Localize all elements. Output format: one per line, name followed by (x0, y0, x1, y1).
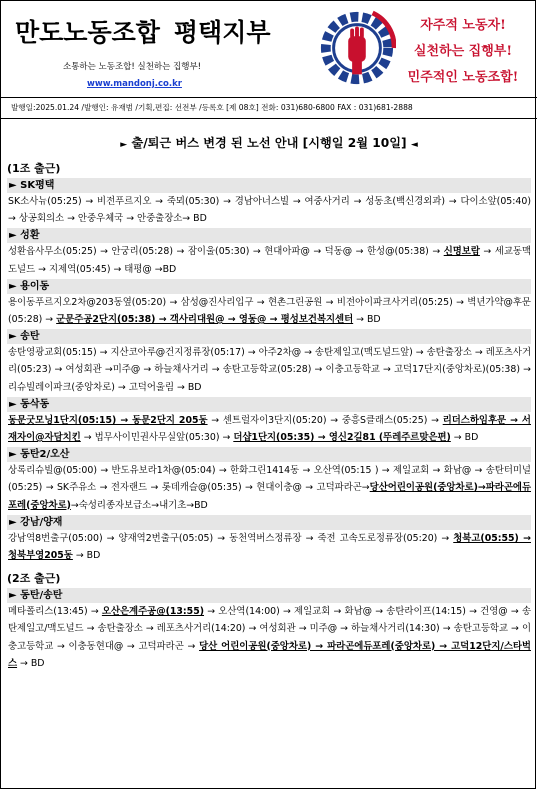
route-text: 상록리슈빌@(05:00) → 반도유보라1차@(05:04) → 한화그린1414동 → 오산역(05:15 ) → 제일교회 → 화남@ → 송탄터미널(05:25) → SK주유소 → 전자랜드 → 롯데캐슬@(05:35) → 현대이충@ → 고덕파라곤→ (8, 465, 531, 494)
triangle-icon: ► (9, 280, 21, 292)
route-header-dongtan-osan (7, 447, 531, 462)
triangle-icon: ► (9, 590, 21, 602)
route-header-dongtan-songtan (7, 588, 531, 603)
slogan-3: 민주적인 노동조합! (407, 70, 519, 85)
notice-title-text: 출/퇴근 버스 변경 된 노선 안내 [시행일 2월 10일] (131, 136, 407, 150)
main-content (7, 121, 531, 672)
route-text: → BD (17, 657, 45, 669)
route-text: 용이동푸르지오2차@203동옆(05:20) → 삼성@진사리입구 → 현촌그린공원 → 비전아이파크사거리(05:25) → 벽년가약@후문(05:28) → (8, 296, 531, 326)
triangle-icon: ► (9, 180, 21, 191)
route-name: 송탄 (20, 331, 40, 343)
slogan-2: 실천하는 집행부! (413, 44, 513, 59)
slogans-right (393, 13, 533, 91)
route-header-seonghwan (7, 228, 531, 243)
route-body-seonghwan (7, 243, 531, 277)
route-text: → 오산역(14:00) → 제일교회 → 화남@ → 송탄라이프(14:15) → 건영@ → 송탄제일고/맥도널드 → 송탄출장소 → 레포츠사거리(14:20) → 여성회관 → 미주@ → 하늘채사거리(14:30) → 송탄고등학교 → 이충고등학교 → 이충동현대@ → 고덕파라곤 → (8, 606, 531, 652)
shift2-label: (2조 출근) (7, 572, 61, 586)
route-text: → BD (72, 550, 101, 562)
triangle-icon: ► (9, 230, 21, 242)
route-text-changed: 리더스하임후문 → 서재자이@자담치킨 (8, 414, 531, 444)
route-text: 강남역8번출구(05:00) → 양재역2번출구(05:05) → 동천역버스정류장 → 죽전 고속도로정류장(05:20) → (8, 532, 454, 544)
right-triangle-icon: ► (120, 140, 128, 150)
route-text: → 세교동맥도널드 → 지제역(05:45) → 태평@ →BD (8, 246, 531, 275)
route-body-dongtan-songtan (7, 603, 531, 672)
route-header-sk (7, 178, 531, 193)
route-body-gangnam (7, 530, 531, 564)
publication-info-bar: 발행일:2025.01.24 /발행인: 유재범 /기획,편집: 선전부 /등록호 [제 08호] 전화: 031)680-6800 FAX : 031)681-2888 (1, 97, 537, 119)
route-text-changed: 당산 어린이공원(중앙차로) → 파라곤에듀포레(중앙차로) → 고덕12단지/스타벅스 (8, 640, 531, 669)
header (1, 1, 535, 112)
notice-title (7, 134, 531, 154)
route-name: SK평택 (20, 180, 55, 191)
route-text: →숙성리종자보급소→내기초→BD (70, 499, 208, 511)
route-text-changed: 신명보람 (443, 246, 480, 258)
route-header-songtan (7, 329, 531, 344)
triangle-icon: ► (9, 398, 21, 410)
route-text-changed: 더샵1단지(05:35) → 영신2길81 (뚜레주르맞은편) (233, 432, 451, 444)
route-body-yongi (7, 294, 531, 328)
route-name: 동탄2/오산 (20, 449, 70, 461)
route-body-dongtan-osan (7, 462, 531, 514)
route-text-changed: 오산은계주공@(13:55) (101, 606, 205, 618)
route-text: → 센트럴자이3단지(05:20) → 중흥S클래스(05:25) → (207, 414, 443, 426)
triangle-icon: ► (9, 331, 21, 343)
website-link[interactable]: www.mandonj.co.kr (87, 79, 182, 89)
route-text-changed: 청북고(05:55) → 청북부영205동 (8, 532, 531, 562)
route-header-yongi (7, 279, 531, 294)
route-header-gangnam (7, 515, 531, 530)
union-fist-gear-logo (318, 7, 396, 89)
route-text-changed: 동문굿모닝1단지(05:15) → 동문2단지 205동 (8, 414, 208, 426)
triangle-icon: ► (9, 516, 21, 528)
triangle-icon: ► (9, 449, 21, 461)
route-name: 용이동 (20, 280, 50, 292)
route-text-changed: 당산어린이공원(중앙차로)→파라곤에듀포레(중앙차로) (8, 482, 531, 511)
route-name: 강남/양재 (20, 516, 63, 528)
route-text: → BD (353, 314, 381, 326)
route-body-sk: SK소사뉴(05:25) → 비전푸르지오 → 죽뫼(05:30) → 경남아너스빌 → 여중사거리 → 성동초(백신경외과) → 다이소앞(05:40) → 상공회의소 → 안중우체국 → 안중출장소→ BD (8, 196, 531, 225)
route-header-dongsakdong (7, 397, 531, 412)
route-text: → BD (450, 432, 479, 444)
page-title (15, 13, 271, 49)
route-text: 메타폴리스(13:45) → (8, 606, 102, 618)
route-body-songtan: 송탄영광교회(05:15) → 지산코아루@건지정류장(05:17) → 아주2차@ → 송탄제일고(맥도널드앞) → 송탄출장소 → 레포츠사거리(05:23) → 여성회관 →미주@ → 하늘채사거리 → 송탄고등학교(05:28) → 이충고등학교 → 고덕17단지(중앙차로)(05:38) → 리슈빌레이파크(중앙차로) → 고덕어울림 → BD (8, 347, 531, 393)
route-name: 동탄/송탄 (20, 590, 63, 602)
route-name: 성환 (20, 230, 40, 242)
slogan-1: 자주적 노동자! (420, 18, 506, 33)
route-text: 성환읍사무소(05:25) → 안궁리(05:28) → 잠이울(05:30) → 현대아파@ → 덕동@ → 한성@(05:38) → (8, 246, 444, 258)
left-triangle-icon: ◄ (410, 140, 418, 150)
title-branch: 평택지부 (173, 18, 271, 47)
slogan-left: 소통하는 노동조합! 실천하는 집행부! (63, 62, 202, 72)
title-union: 만도노동조합 (15, 18, 160, 47)
route-body-dongsakdong (7, 412, 531, 446)
route-text: → 법무사이민권사무실앞(05:30) → (80, 432, 234, 444)
route-text-changed: 군문주공2단지(05:38) → 객사리대원@ → 영동@ → 평성보건복지센터 (56, 314, 354, 326)
route-name: 동삭동 (20, 398, 50, 410)
shift1-label: (1조 출근) (7, 162, 61, 175)
